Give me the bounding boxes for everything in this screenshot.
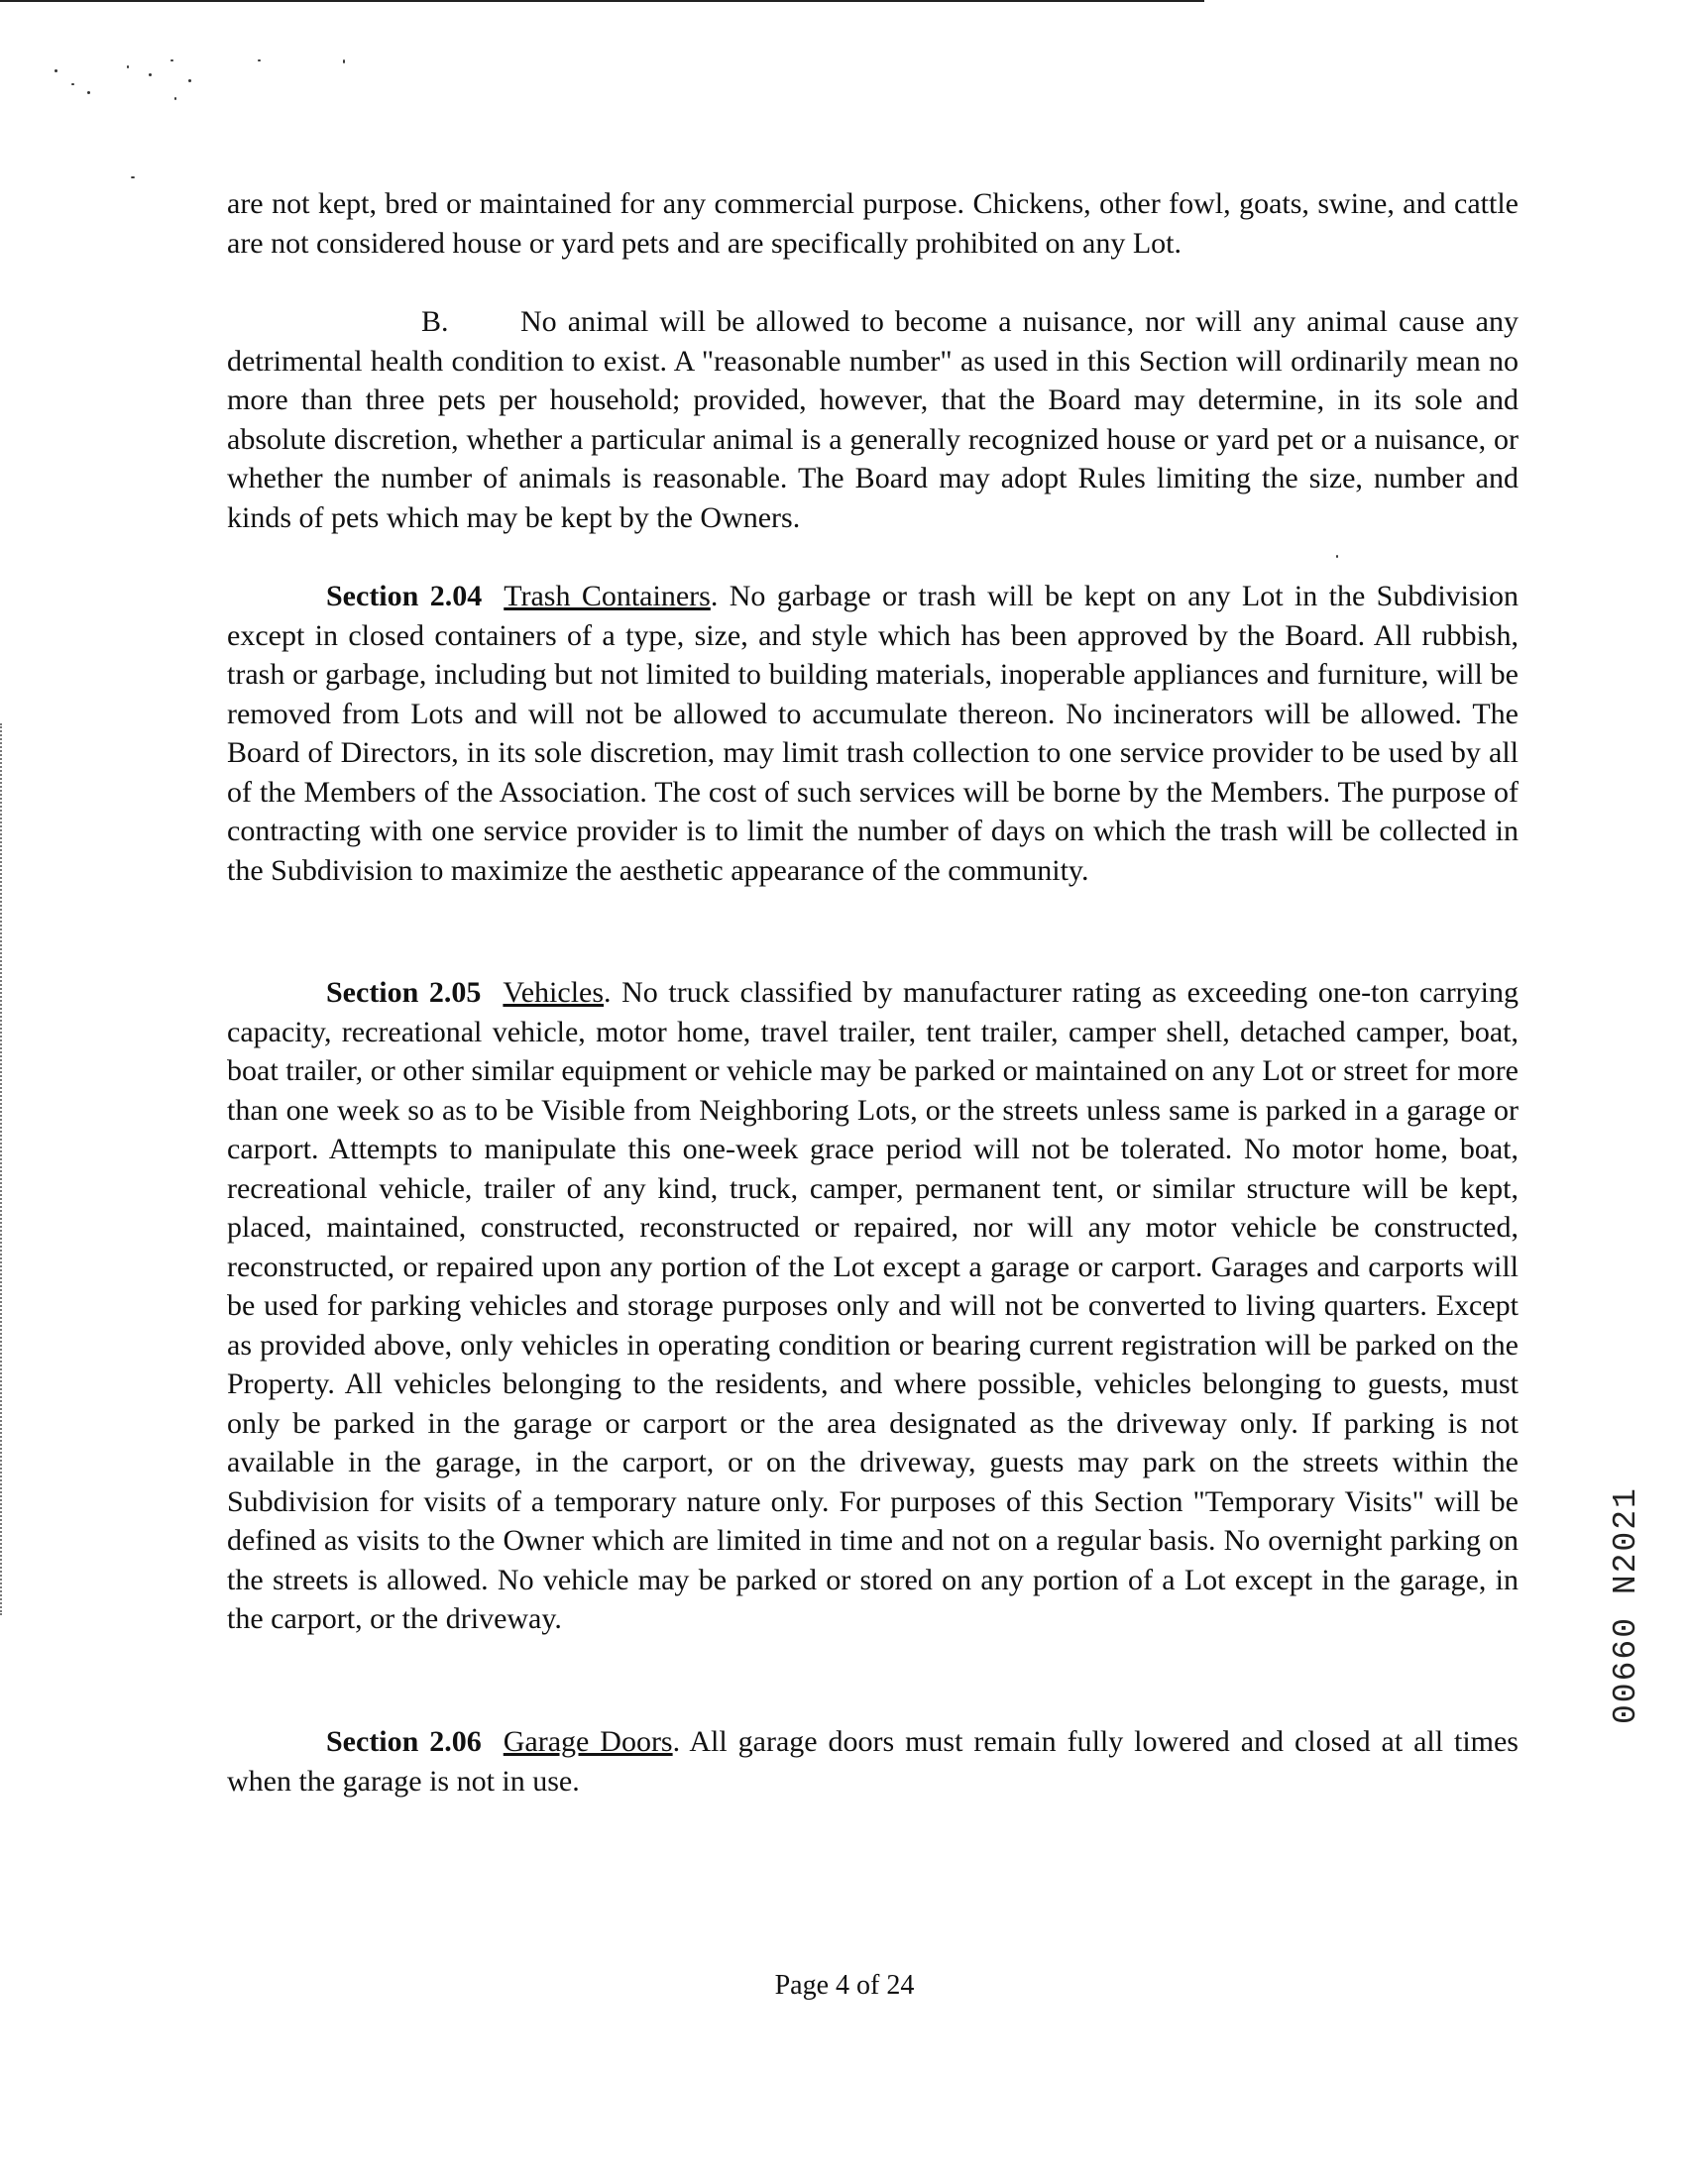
- paragraph-text: are not kept, bred or maintained for any commercial purpose. Chickens, other fowl, goats, swine, and cattle are not considered house or yard pets and are specifically prohibited on any Lot.: [227, 187, 1519, 260]
- page-number: Page 4 of 24: [774, 1970, 915, 2001]
- section-2-06: Section 2.06 Garage Doors. All garage doors must remain fully lowered and closed at all times when the garage is not in use.: [227, 1725, 1519, 1798]
- scan-speck: [55, 69, 57, 72]
- paragraph-pets-b: [227, 302, 1519, 537]
- scan-top-rule: [0, 0, 1204, 2]
- scan-speck: [258, 59, 261, 61]
- scan-speck: [1336, 555, 1338, 558]
- section-text: No garbage or trash will be kept on any Lot in the Subdivision except in closed containers of a type, size, and style which has been approved by the Board. All rubbish, trash or garbage, including but not limited to building materials, inoperable appliances and furniture, will be removed from Lots and will not be allowed to accumulate thereon. No incinerators will be allowed. The Board of Directors, in its sole discretion, may limit trash collection to one service provider to be used by all of the Members of the Association. The cost of such services will be borne by the Members. The purpose of contracting with one service provider is to limit the number of days on which the trash will be collected in the Subdivision to maximize the aesthetic appearance of the community.: [227, 580, 1520, 887]
- scan-left-edge: [0, 723, 4, 1615]
- scan-speck: [131, 176, 135, 178]
- section-title: Trash Containers: [504, 580, 711, 612]
- scan-speck: [188, 79, 191, 82]
- section-number: Section 2.05: [326, 976, 482, 1009]
- subsection-label: B.: [421, 305, 449, 338]
- scan-speck: [149, 73, 152, 76]
- scan-speck: [87, 91, 90, 94]
- scan-speck: [170, 59, 173, 61]
- paragraph-pets-continued: [227, 184, 1519, 263]
- paragraph-text: No animal will be allowed to become a nuisance, nor will any animal cause any detrimental health condition to exist. A "reasonable number" as used in this Section will ordinarily mean no more than three pets per household; provided, however, that the Board may determine, in its sole and absolute discretion, whether a particular animal is a generally recognized house or yard pet or a nuisance, or whether the number of animals is reasonable. The Board may adopt Rules limiting the size, number and kinds of pets which may be kept by the Owners.: [227, 305, 1519, 534]
- scan-speck: [127, 65, 129, 68]
- section-number: Section 2.04: [326, 580, 483, 612]
- scan-speck: [343, 59, 345, 63]
- section-2-04: Section 2.04 Trash Containers. No garbage or trash will be kept on any Lot in the Subdivision except in closed containers of a type, size, and style which has been approved by the Board. All rubbish, trash or garbage, including but not limited to building materials, inoperable appliances and furniture, will be removed from Lots and will not be allowed to accumulate thereon. No incinerators will be allowed. The Board of Directors, in its sole discretion, may limit trash collection to one service provider to be used by all of the Members of the Association. The cost of such services will be borne by the Members. The purpose of contracting with one service provider is to limit the number of days on which the trash will be collected in the Subdivision to maximize the aesthetic appearance of the community.: [227, 580, 1520, 887]
- section-title: Vehicles: [503, 976, 605, 1009]
- section-text: No truck classified by manufacturer rating as exceeding one-ton carrying capacity, recreational vehicle, motor home, travel trailer, tent trailer, camper shell, detached camper, boat, boat trailer, or other similar equipment or vehicle may be parked or maintained on any Lot or street for more than one week so as to be Visible from Neighboring Lots, or the streets unless same is parked in a garage or carport. Attempts to manipulate this one-week grace period will not be tolerated. No motor home, boat, recreational vehicle, trailer of any kind, truck, camper, permanent tent, or similar structure will be kept, placed, maintained, constructed, reconstructed or repaired, nor will any motor vehicle be constructed, reconstructed, or repaired upon any portion of the Lot except a garage or carport. Garages and carports will be used for parking vehicles and storage purposes only and will not be converted to living quarters. Except as provided above, only vehicles in operating condition or bearing current registration will be parked on the Property. All vehicles belonging to the residents, and where possible, vehicles belonging to guests, must only be parked in the garage or carport or the area designated as the driveway only. If parking is not available in the garage, in the carport, or on the driveway, guests may park on the streets within the Subdivision for visits of a temporary nature only. For purposes of this Section "Temporary Visits" will be defined as visits to the Owner which are limited in time and not on a regular basis. No overnight parking on the streets is allowed. No vehicle may be parked or stored on any portion of a Lot except in the garage, in the carport, or the driveway.: [227, 976, 1520, 1635]
- recording-stamp: 00660 N2021: [1608, 1486, 1644, 1724]
- scan-speck: [71, 83, 74, 85]
- section-text: All garage doors must remain fully lowered and closed at all times when the garage is not in use.: [227, 1725, 1519, 1798]
- section-2-05: Section 2.05 Vehicles. No truck classified by manufacturer rating as exceeding one-ton carrying capacity, recreational vehicle, motor home, travel trailer, tent trailer, camper shell, detached camper, boat, boat trailer, or other similar equipment or vehicle may be parked or maintained on any Lot or street for more than one week so as to be Visible from Neighboring Lots, or the streets unless same is parked in a garage or carport. Attempts to manipulate this one-week grace period will not be tolerated. No motor home, boat, recreational vehicle, trailer of any kind, truck, camper, permanent tent, or similar structure will be kept, placed, maintained, constructed, reconstructed or repaired, nor will any motor vehicle be constructed, reconstructed, or repaired upon any portion of the Lot except a garage or carport. Garages and carports will be used for parking vehicles and storage purposes only and will not be converted to living quarters. Except as provided above, only vehicles in operating condition or bearing current registration will be parked on the Property. All vehicles belonging to the residents, and where possible, vehicles belonging to guests, must only be parked in the garage or carport or the area designated as the driveway only. If parking is not available in the garage, in the carport, or on the driveway, guests may park on the streets within the Subdivision for visits of a temporary nature only. For purposes of this Section "Temporary Visits" will be defined as visits to the Owner which are limited in time and not on a regular basis. No overnight parking on the streets is allowed. No vehicle may be parked or stored on any portion of a Lot except in the garage, in the carport, or the driveway.: [227, 976, 1520, 1635]
- scan-speck: [174, 97, 176, 100]
- section-number: Section 2.06: [326, 1725, 482, 1758]
- section-title: Garage Doors: [503, 1725, 673, 1758]
